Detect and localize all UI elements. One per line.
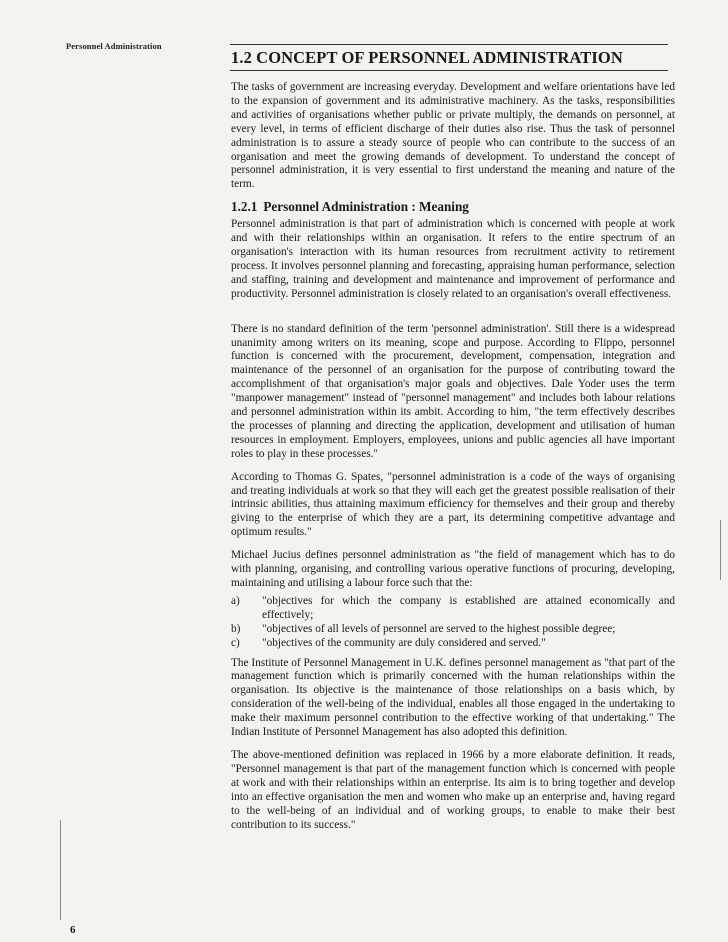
list-marker: c) [231, 636, 240, 649]
paragraph-1966: The above-mentioned definition was replaced in 1966 by a more elaborate definition. It reads, "Personnel management is that part of the management function which is concerned with people at work and with their relationships within an enterprise. Its aim is to bring together and develop into an effective organisation the men and women who make up an enterprise and, having regard to the well-being of an individual and of working groups, to enable to make their best contribution to its success." [231, 748, 675, 831]
scan-margin-mark [60, 820, 61, 920]
subsection-title: Personnel Administration : Meaning [263, 199, 469, 215]
paragraph-jucius: Michael Jucius defines personnel administration as "the field of management which has to do with planning, organising, and controlling various operative functions of procuring, developing, maintaining and utilising a labour force such that the: [231, 549, 675, 589]
list-text: "objectives for which the company is established are attained economically and effectively; [262, 594, 675, 621]
list-marker: a) [231, 594, 240, 607]
paragraph-spates: According to Thomas G. Spates, "personnel administration is a code of the ways of organising and treating individuals at work so that they will each get the greatest possible realisation of their intrinsic abilities, thus attaining maximum efficiency for themselves and their group and thereby giving to the enterprise of which they are a part, its determining competitive advantage and optimum results." [231, 470, 675, 539]
intro-paragraph: The tasks of government are increasing everyday. Development and welfare orientations have led to the expansion of government and its administrative machinery. As the tasks, responsibilities and activities of organisations whether public or private multiply, the demands on personnel, at every level, in terms of efficient discharge of their duties also rise. Thus the task of personnel administration is to assure a steady source of people who can contribute to the success of an organisation and meet the growing demands of development. To understand the concept of personnel administration, it is very essential to first understand the meaning and nature of the term. [231, 81, 675, 191]
section-title [231, 48, 623, 68]
section-title-text: CONCEPT OF PERSONNEL ADMINISTRATION [256, 48, 623, 67]
page-number: 6 [70, 924, 76, 936]
list-text: "objectives of the community are duly considered and served." [262, 636, 546, 649]
running-head: Personnel Administration [66, 41, 162, 51]
list-item [231, 623, 675, 637]
scan-margin-mark [720, 520, 721, 580]
paragraph-definitions: There is no standard definition of the term 'personnel administration'. Still there is a widespread unanimity among writers on its meaning, scope and purpose. According to Flippo, personnel function is concerned with the procurement, development, compensation, integration and maintenance of the personnel of an organisation for the purpose of contributing toward the accomplishment of that organisation's major goals and objectives. Dale Yoder uses the term "manpower management" instead of "personnel management" and includes both labour relations and personnel administration within its ambit. According to him, "the term effectively describes the processes of planning and directing the application, development and utilisation of human resources in employment. Employers, employees, unions and public agencies all have important roles to play in these processes." [231, 322, 675, 460]
subsection-number: 1.2.1 [231, 199, 258, 215]
section-number: 1.2 [231, 48, 252, 67]
list-text: "objectives of all levels of personnel are served to the highest possible degree; [262, 622, 616, 635]
title-underline [230, 70, 668, 71]
list-item [231, 637, 675, 651]
body-content [231, 81, 675, 832]
paragraph-meaning: Personnel administration is that part of administration which is concerned with people at work and with their relationships within an organisation. It refers to the entire spectrum of an organisation's interaction with its human resources from recruitment activity to retirement process. It involves personnel planning and forecasting, appraising human performance, selection and staffing, training and development and maintenance and improvement of performance and productivity. Personnel administration is closely related to an organisation's overall effectiveness. [231, 218, 675, 300]
list-item [231, 595, 675, 623]
objectives-list [231, 595, 675, 651]
subsection-heading [231, 200, 675, 214]
top-rule [230, 44, 668, 45]
paragraph-ipm: The Institute of Personnel Management in U.K. defines personnel management as "that part of the management function which is primarily concerned with the human relationships within the organisation. Its objective is the maintenance of those relationships on a basis which, by consideration of the well-being of the individual, enables all those engaged in the undertaking to make their maximum personnel contribution to the effective working of that undertaking." The Indian Institute of Personnel Management has also adopted this definition. [231, 656, 675, 739]
list-marker: b) [231, 622, 241, 635]
